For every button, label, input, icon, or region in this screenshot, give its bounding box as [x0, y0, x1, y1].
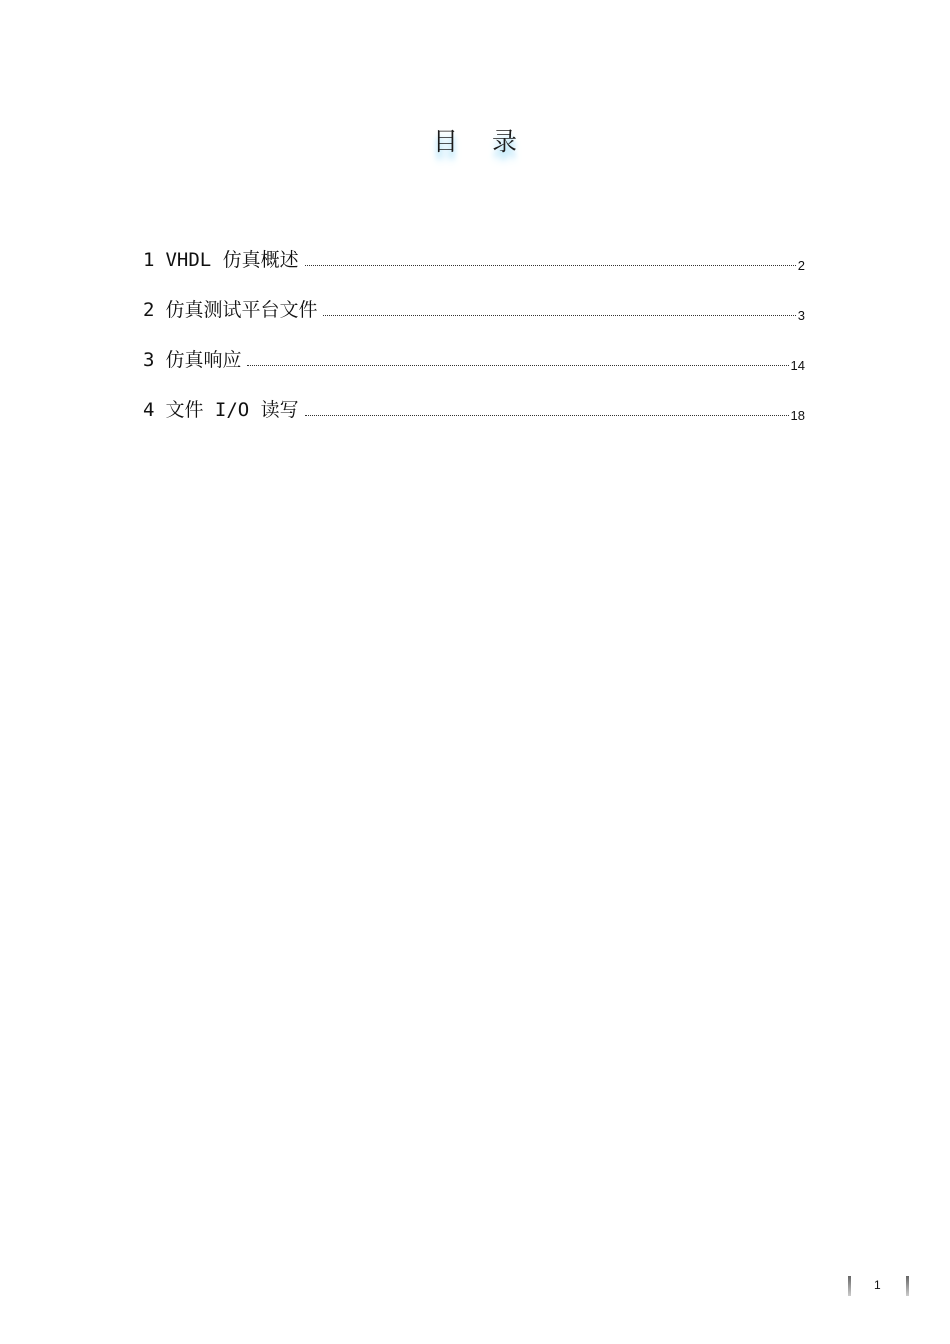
toc-entry[interactable]	[143, 372, 805, 422]
footer-bracket-right	[906, 1276, 909, 1296]
toc-entry-text: 仿真响应	[165, 349, 242, 371]
footer-bracket-left	[848, 1276, 851, 1296]
toc-entry[interactable]	[143, 222, 805, 272]
toc-dot-leader	[247, 364, 788, 366]
page-title: 目录	[432, 127, 551, 156]
toc-dot-leader	[305, 414, 789, 416]
toc-entry-text: 仿真测试平台文件	[165, 299, 318, 321]
toc-dot-leader	[323, 314, 795, 316]
toc-entry-number: 2	[143, 299, 155, 321]
page-number: 1	[874, 1278, 881, 1292]
toc-entry-text: VHDL 仿真概述	[165, 249, 299, 271]
page-footer	[842, 1276, 914, 1298]
toc-entry-number: 3	[143, 349, 155, 371]
toc-entry[interactable]	[143, 322, 805, 372]
toc-entry-number: 1	[143, 249, 155, 271]
toc-entry-page: 18	[790, 408, 805, 423]
toc-entry-page: 3	[797, 308, 805, 323]
table-of-contents	[143, 222, 805, 422]
toc-entry-page: 14	[790, 358, 805, 373]
toc-dot-leader	[305, 264, 796, 266]
toc-entry[interactable]	[143, 272, 805, 322]
toc-entry-text: 文件 I/O 读写	[165, 399, 299, 421]
toc-entry-number: 4	[143, 399, 155, 421]
toc-entry-page: 2	[797, 258, 805, 273]
